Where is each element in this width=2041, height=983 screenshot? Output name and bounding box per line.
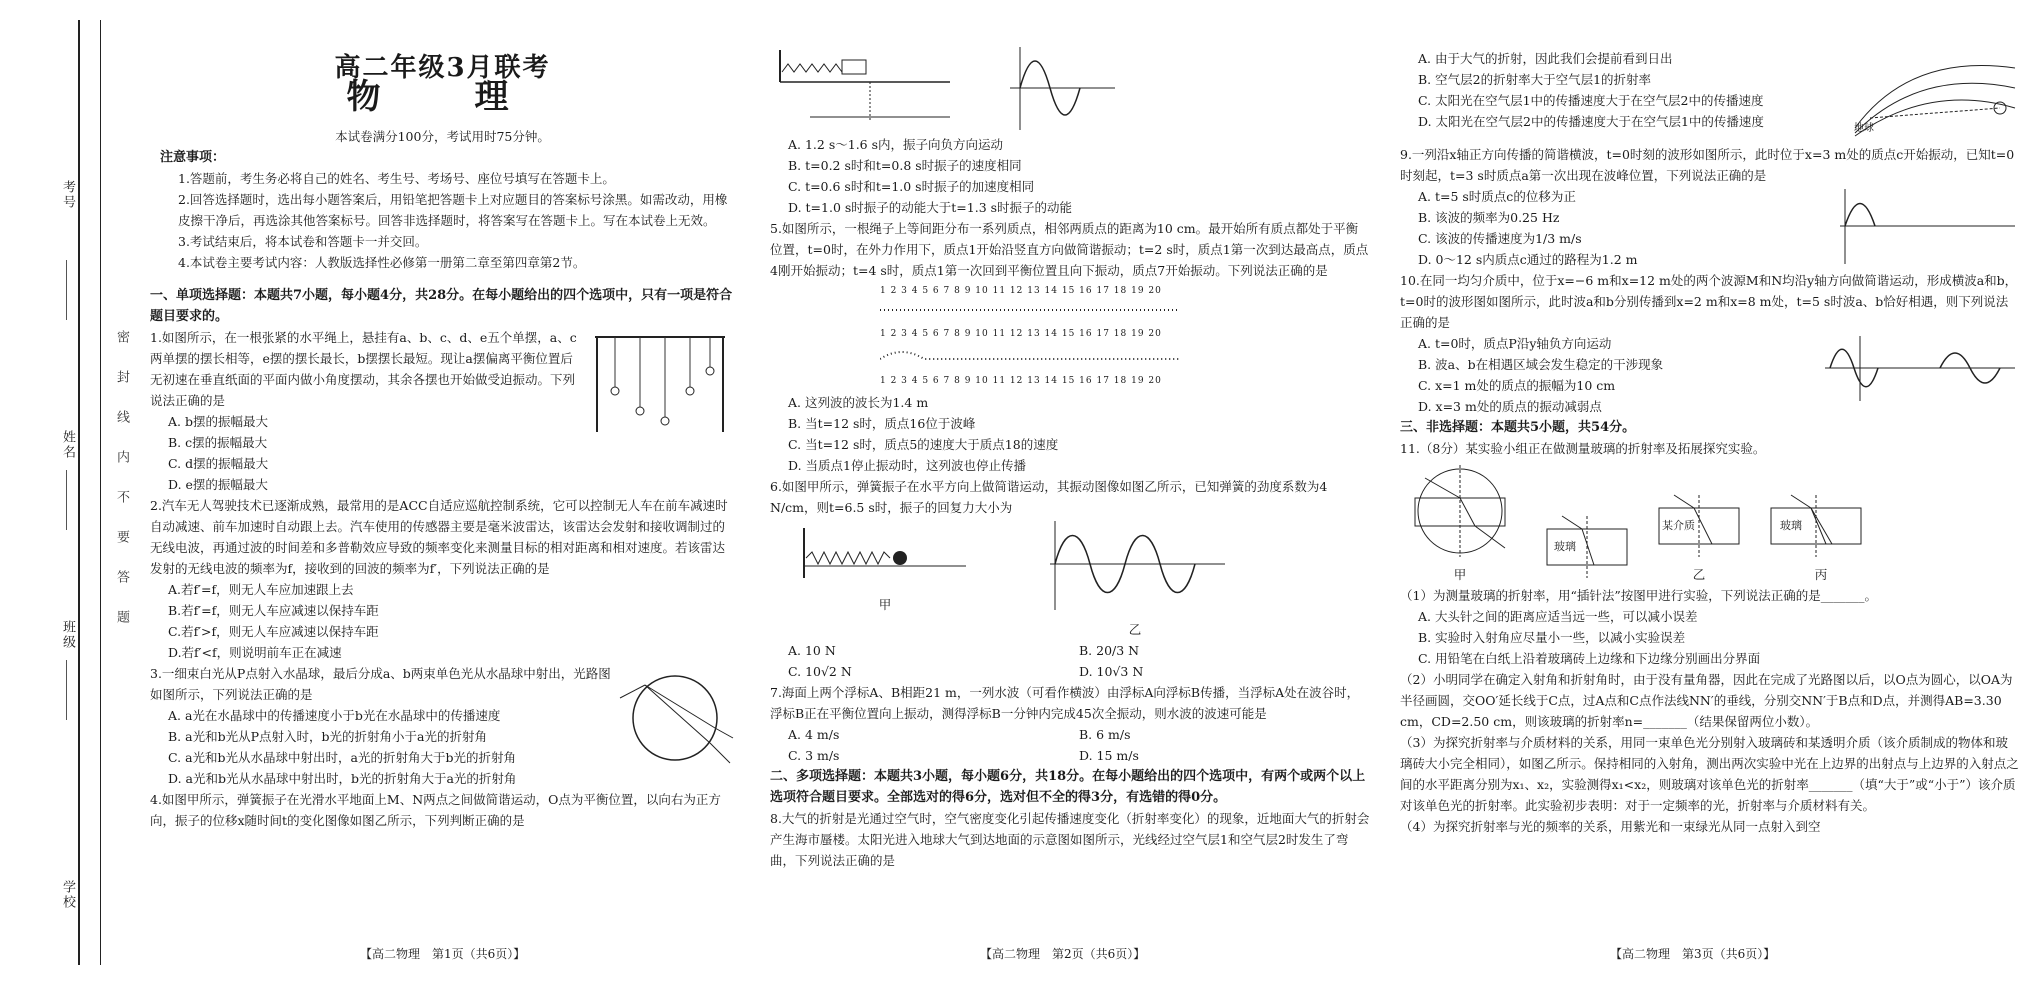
q1-option: C. d摆的振幅最大: [168, 456, 269, 471]
q7-option: D. 15 m/s: [1079, 748, 1139, 763]
binding-line: [78, 20, 80, 965]
q3-option: C. a光和b光从水晶球中射出时，a光的折射角大于b光的折射角: [168, 750, 516, 765]
q10-block: [1400, 333, 2020, 417]
q11-part-4: （4）为探究折射率与光的频率的关系，用紫光和一束绿光从同一点射入到空: [1400, 819, 1821, 834]
seal-char: 密: [114, 330, 129, 343]
q11-part-1-option: C. 用铅笔在白纸上沿着玻璃砖上边缘和下边缘分别画出分界面: [1418, 651, 1761, 666]
q4-stem: 4.如图甲所示，弹簧振子在光滑水平地面上M、N两点之间做简谐运动，O点为平衡位置，以向右为正方向，振子的位移x随时间t的变化图像如图乙所示，下列判断正确的是: [150, 792, 721, 828]
seal-char: 不: [114, 490, 129, 503]
q1-block: [150, 327, 735, 495]
q5-number-row: 1 2 3 4 5 6 7 8 9 10 11 12 13 14 15 16 17 18 19 20: [880, 376, 1162, 386]
q11-material-label: 玻璃: [1554, 540, 1576, 553]
q6-figures: [770, 518, 1370, 640]
q11-part-1: （1）为测量玻璃的折射率，用“插针法”按图甲进行实验，下列说法正确的是_______。: [1400, 588, 1877, 603]
q3-block: [150, 663, 735, 789]
q6-option: A. 10 N: [788, 643, 836, 658]
q9-option: D. 0～12 s内质点c通过的路程为1.2 m: [1418, 252, 1638, 267]
q2-stem: 2.汽车无人驾驶技术已逐渐成熟，最常用的是ACC自适应巡航控制系统，它可以控制无人车在前车减速时自动减速、前车加速时自动跟上去。汽车使用的传感器主要是毫米波雷达，该雷达会发射和接收调制过的无线电波，再通过波的时间差和多普勒效应导致的频率变化来测量目标的相对距离和相对速度。若该雷达发射的无线电波的频率为f，接收到的回波的频率为f′，下列说法正确的是: [150, 498, 728, 576]
q5-number-row: 1 2 3 4 5 6 7 8 9 10 11 12 13 14 15 16 17 18 19 20: [880, 329, 1162, 339]
seal-char: 线: [114, 410, 129, 423]
q11-fig-yi-caption: 乙: [1692, 567, 1706, 582]
q3-option: B. a光和b光从P点射入时，b光的折射角小于a光的折射角: [168, 729, 487, 744]
q10-stem: 10.在同一均匀介质中，位于x=−6 m和x=12 m处的两个波源M和N均沿y轴方向做简谐运动，形成横波a和b，t=0时的波形图如图所示，此时波a和b分别传播到x=2 m和x=8 m处，t=5 s时波a、b恰好相遇，则下列说法正确的是: [1400, 273, 2018, 330]
q2-option: C.若f′>f，则无人车应减速以保持车距: [168, 624, 379, 639]
page-3-column: [1400, 48, 2020, 837]
q11-fig-jia-caption: 甲: [1453, 567, 1467, 582]
q11-material-label: 玻璃: [1780, 519, 1802, 532]
crystal-ball-figure: [615, 663, 735, 773]
q8-option: D. 太阳光在空气层2中的传播速度大于在空气层1中的传播速度: [1418, 114, 1764, 129]
name-label: 姓名: [60, 430, 75, 460]
q6-fig-jia-label: 甲: [878, 597, 892, 612]
class-blank: [66, 660, 67, 720]
earth-label: 地球: [1854, 123, 1874, 134]
q4-option: A. 1.2 s～1.6 s内，振子向负方向运动: [788, 137, 1004, 152]
q1-option: D. e摆的振幅最大: [168, 477, 268, 492]
exam-title: 高二年级3月联考: [334, 53, 551, 83]
page-1-column: [150, 40, 735, 831]
spring-oscillator-figure: [770, 42, 960, 134]
exam-info: 本试卷满分100分，考试用时75分钟。: [335, 129, 550, 144]
q9-option: C. 该波的传播速度为1/3 m/s: [1418, 231, 1582, 246]
q2-option: D.若f′<f，则说明前车正在减速: [168, 645, 342, 660]
q7-option: A. 4 m/s: [788, 727, 840, 742]
seal-char: 要: [114, 530, 129, 543]
q4-figures: [770, 42, 1370, 134]
page-2-column: [770, 42, 1370, 871]
q4-option: D. t=1.0 s时振子的动能大于t=1.3 s时振子的动能: [788, 200, 1073, 215]
seal-char: 内: [114, 450, 129, 463]
q3-option: A. a光在水晶球中的传播速度小于b光在水晶球中的传播速度: [168, 708, 501, 723]
section1-header: 一、单项选择题：本题共7小题，每小题4分，共28分。在每小题给出的四个选项中，只有一项是符合题目要求的。: [150, 288, 733, 324]
q5-stem: 5.如图所示，一根绳子上等间距分布一系列质点，相邻两质点的距离为10 cm。最开始所有质点都处于平衡位置，t=0时，在外力作用下，质点1开始沿竖直方向做简谐振动；t=2 s时，质点1第一次到达最高点，质点4刚开始振动；t=4 s时，质点1第一次回到平衡位置且向下振动，质点7开始振动。下列说法正确的是: [770, 221, 1369, 278]
page-3-footer: 【高二物理 第3页（共6页）】: [1610, 947, 1776, 961]
q8-option: C. 太阳光在空气层1中的传播速度大于在空气层2中的传播速度: [1418, 93, 1764, 108]
atmosphere-figure: [1850, 48, 2020, 144]
q11-figures: [1400, 463, 2020, 585]
q6-option: D. 10√3 N: [1079, 664, 1144, 679]
q3-stem: 3.一细束白光从P点射入水晶球，最后分成a、b两束单色光从水晶球中射出，光路图如图所示，下列说法正确的是: [150, 666, 611, 702]
binding-line-inner: [100, 20, 101, 965]
page-2-footer: 【高二物理 第2页（共6页）】: [980, 947, 1146, 961]
q5-option: C. 当t=12 s时，质点5的速度大于质点18的速度: [788, 437, 1059, 452]
q7-stem: 7.海面上两个浮标A、B相距21 m，一列水波（可看作横波）由浮标A向浮标B传播，当浮标A处在波谷时，浮标B正在平衡位置向上振动，测得浮标B一分钟内完成45次全振动，则水波的波速可能是: [770, 685, 1360, 721]
q9-block: [1400, 186, 2020, 270]
class-label: 班级: [60, 620, 75, 650]
page-1-footer: 【高二物理 第1页（共6页）】: [360, 947, 526, 961]
q2-option: B.若f′=f，则无人车应减速以保持车距: [168, 603, 379, 618]
note-item: 4.本试卷主要考试内容：人教版选择性必修第一册第二章至第四章第2节。: [178, 255, 586, 270]
q11-fig-bing-caption: 丙: [1814, 567, 1828, 582]
q11-fig-jia-diagram: [1400, 463, 1520, 558]
q10-two-source-wave-graph: [1820, 333, 2020, 403]
q5-option: B. 当t=12 s时，质点16位于波峰: [788, 416, 976, 431]
atmosphere-diagram: [1850, 48, 2020, 138]
q5-line-1: [880, 302, 1180, 318]
section2-header: 二、多项选择题：本题共3小题，每小题6分，共18分。在每小题给出的四个选项中，有两个或两个以上选项符合题目要求。全部选对的得6分，选对但不全的得3分，有选错的得0分。: [770, 769, 1366, 805]
horizontal-spring-figure: [800, 518, 970, 588]
seal-char: 答: [114, 570, 129, 583]
q9-waveform-graph: [1830, 186, 2020, 266]
q6-vibration-graph: [1040, 518, 1230, 613]
q6-option: C. 10√2 N: [788, 664, 852, 679]
q4-option: C. t=0.6 s时和t=1.0 s时振子的加速度相同: [788, 179, 1035, 194]
q7-option: C. 3 m/s: [788, 748, 840, 763]
q11-part-1-option: A. 大头针之间的距离应适当远一些，可以减小误差: [1418, 609, 1698, 624]
binding-margin: [0, 0, 130, 983]
q8-block: [1400, 48, 2020, 144]
q10-option: C. x=1 m处的质点的振幅为10 cm: [1418, 378, 1616, 393]
q11-stem: 11.（8分）某实验小组正在做测量玻璃的折射率及拓展探究实验。: [1400, 441, 1766, 456]
q10-option: D. x=3 m处的质点的振动减弱点: [1418, 399, 1602, 414]
pendulum-figure: [585, 327, 735, 437]
subject-title: 物 理: [346, 77, 539, 117]
q7-option: B. 6 m/s: [1079, 727, 1131, 742]
q10-option: A. t=0时，质点P沿y轴负方向运动: [1418, 336, 1612, 351]
school-label: 学校: [60, 880, 75, 910]
q11-part-2: （2）小明同学在确定入射角和折射角时，由于没有量角器，因此在完成了光路图以后，以O点为圆心，以OA为半径画圆，交OO′延长线于C点，过A点和C点作法线NN′的垂线，分别交NN′于B点和D点，并测得AB=3.30 cm，CD=2.50 cm，则该玻璃的折射率n=_______（结果保留两位小数）。: [1400, 672, 2013, 729]
exam-id-label: 考号: [60, 180, 75, 210]
note-item: 2.回答选择题时，选出每小题答案后，用铅笔把答题卡上对应题目的答案标号涂黑。如需改动，用橡皮擦干净后，再选涂其他答案标号。回答非选择题时，将答案写在答题卡上。写在本试卷上无效。: [178, 192, 728, 228]
q11-part-1-option: B. 实验时入射角应尽量小一些，以减小实验误差: [1418, 630, 1686, 645]
q1-option: B. c摆的振幅最大: [168, 435, 268, 450]
q5-line-2: [880, 345, 1180, 365]
displacement-time-graph: [1000, 42, 1120, 134]
q5-option: D. 当质点1停止振动时，这列波也停止传播: [788, 458, 1026, 473]
q1-stem: 1.如图所示，在一根张紧的水平绳上，悬挂有a、b、c、d、e五个单摆，a、c两单摆的摆长相等，e摆的摆长最长，b摆摆长最短。现让a摆偏离平衡位置后无初速在垂直纸面的平面内做小角度摆动，其余各摆也开始做受迫振动。下列说法正确的是: [150, 330, 577, 408]
q10-option: B. 波a、b在相遇区域会发生稳定的干涉现象: [1418, 357, 1664, 372]
notes-heading: 注意事项：: [160, 150, 226, 165]
q6-stem: 6.如图甲所示，弹簧振子在水平方向上做简谐运动，其振动图像如图乙所示，已知弹簧的劲度系数为4 N/cm，则t=6.5 s时，振子的回复力大小为: [770, 479, 1328, 515]
q8-stem: 8.大气的折射是光通过空气时，空气密度变化引起传播速度变化（折射率变化）的现象，近地面大气的折射会产生海市蜃楼。太阳光进入地球大气到达地面的示意图如图所示，光线经过空气层1和空气层2时发生了弯曲，下列说法正确的是: [770, 811, 1370, 868]
q11-material-label: 某介质: [1662, 519, 1695, 532]
exam-id-blank: [66, 260, 67, 320]
q7-options-row: [770, 745, 1370, 766]
q5-option: A. 这列波的波长为1.4 m: [788, 395, 929, 410]
q11-part-3: （3）为探究折射率与介质材料的关系，用同一束单色光分别射入玻璃砖和某透明介质（该介质制成的物体和玻璃砖大小完全相同），如图乙所示。保持相同的入射角，测出两次实验中光在上边界的出射点与上边界的入射点之间的水平距离分别为x₁、x₂，实验测得x₁<x₂，则玻璃对该单色光的折射率_______（填“大于”或“小于”）该介质对该单色光的折射率。此实验初步表明：对于一定频率的光，折射率与介质材料有关。: [1400, 735, 2019, 813]
section3-header: 三、非选择题：本题共5小题，共54分。: [1400, 420, 1636, 435]
q9-option: B. 该波的频率为0.25 Hz: [1418, 210, 1560, 225]
q6-options-row: [770, 640, 1370, 661]
seal-char: 封: [114, 370, 129, 383]
q8-option: A. 由于大气的折射，因此我们会提前看到日出: [1418, 51, 1673, 66]
seal-char: 题: [114, 610, 129, 623]
q1-option: A. b摆的振幅最大: [168, 414, 268, 429]
q7-options-row: [770, 724, 1370, 745]
q9-stem: 9.一列沿x轴正方向传播的简谐横波，t=0时刻的波形如图所示，此时位于x=3 m处的质点c开始振动，已知t=0时刻起，t=3 s时质点a第一次出现在波峰位置，下列说法正确的是: [1400, 147, 2015, 183]
q4-option: B. t=0.2 s时和t=0.8 s时振子的速度相同: [788, 158, 1022, 173]
note-item: 1.答题前，考生务必将自己的姓名、考生号、考场号、座位号填写在答题卡上。: [178, 171, 615, 186]
name-blank: [66, 470, 67, 530]
q6-fig-yi-label: 乙: [1128, 622, 1142, 637]
q6-options-row: [770, 661, 1370, 682]
note-item: 3.考试结束后，将本试卷和答题卡一并交回。: [178, 234, 428, 249]
q9-option: A. t=5 s时质点c的位移为正: [1418, 189, 1576, 204]
q6-option: B. 20/3 N: [1079, 643, 1140, 658]
q5-number-row: 1 2 3 4 5 6 7 8 9 10 11 12 13 14 15 16 17 18 19 20: [880, 286, 1162, 296]
q5-figure: [770, 281, 1370, 392]
q2-option: A.若f′=f，则无人车应加速跟上去: [168, 582, 354, 597]
q3-option: D. a光和b光从水晶球中射出时，b光的折射角大于a光的折射角: [168, 771, 517, 786]
q8-option: B. 空气层2的折射率大于空气层1的折射率: [1418, 72, 1652, 87]
